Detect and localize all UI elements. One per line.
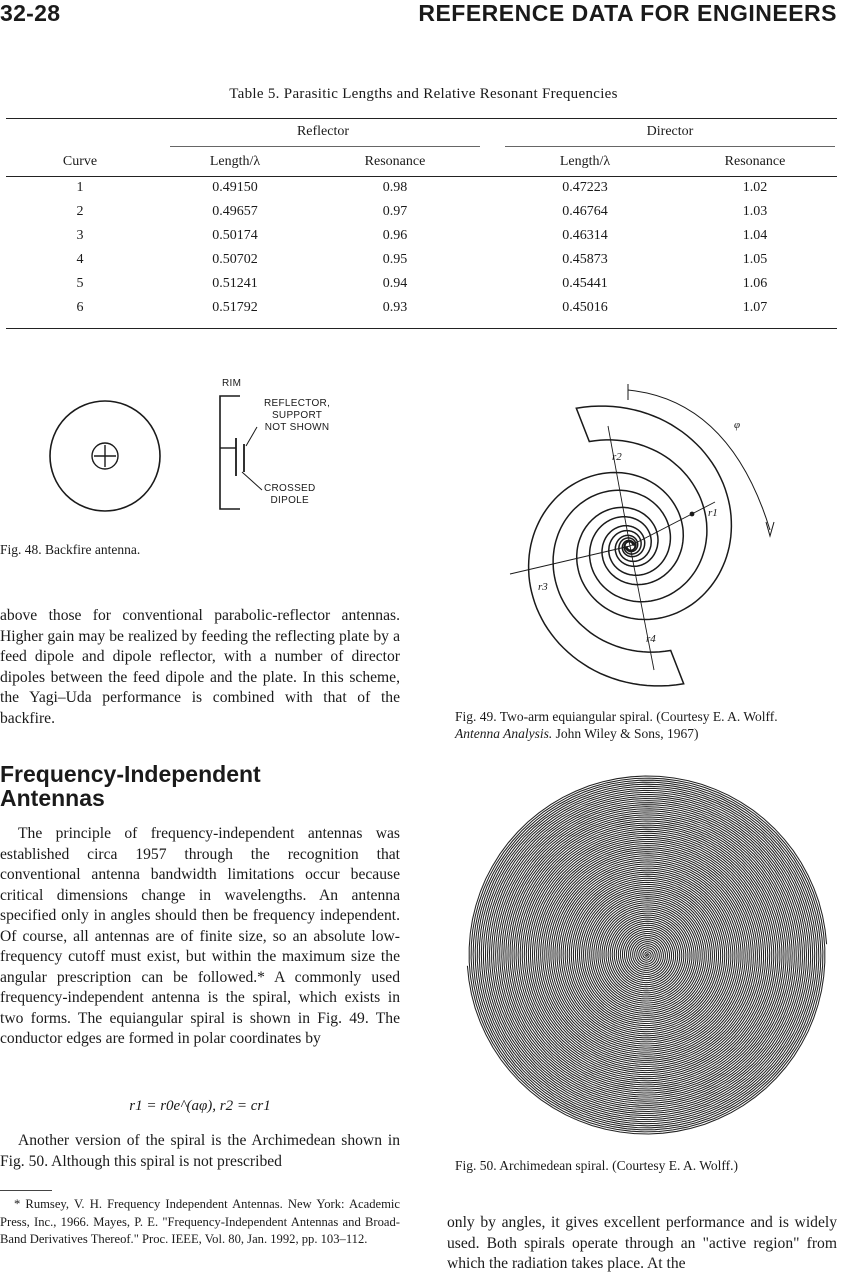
cell-reflector-length: 0.51241 (212, 276, 258, 291)
equiangular-spiral-diagram (470, 370, 790, 710)
angle-arc (628, 390, 770, 530)
fig48-label-reflector: REFLECTOR, SUPPORT NOT SHOWN (264, 398, 331, 433)
col-header-curve: Curve (62, 154, 98, 169)
cell-reflector-length: 0.49150 (212, 180, 258, 195)
fig49-label-r4: r4 (646, 633, 656, 645)
reflector-group-rule (170, 146, 480, 147)
cell-curve: 3 (76, 228, 84, 243)
cell-director-resonance: 1.02 (742, 180, 768, 195)
col-header-director-resonance: Resonance (724, 154, 786, 169)
cell-director-length: 0.45441 (562, 276, 608, 291)
fig49-label-r2: r2 (612, 451, 622, 463)
table-title (0, 86, 847, 103)
archimedean-spiral-diagram (462, 770, 832, 1140)
table-header-rule (6, 176, 837, 177)
fig48-caption: Fig. 48. Backfire antenna. (0, 542, 141, 557)
section-heading: Frequency-Independent Antennas (0, 761, 261, 811)
col-header-reflector-resonance: Resonance (364, 154, 426, 169)
fig49-label-r3: r3 (538, 581, 548, 593)
cell-reflector-resonance: 0.94 (382, 276, 408, 291)
cell-director-resonance: 1.03 (742, 204, 768, 219)
col-header-director-length: Length/λ (559, 154, 611, 169)
cell-director-length: 0.46764 (562, 204, 608, 219)
cell-director-length: 0.45873 (562, 252, 608, 267)
cell-reflector-length: 0.51792 (212, 300, 258, 315)
group-header-reflector: Reflector (296, 124, 350, 139)
cell-director-resonance: 1.05 (742, 252, 768, 267)
cell-reflector-length: 0.49657 (212, 204, 258, 219)
footnote-rule (0, 1190, 52, 1191)
col-header-reflector-length: Length/λ (209, 154, 261, 169)
cell-curve: 1 (76, 180, 84, 195)
body-paragraph: only by angles, it gives excellent performance and is widely used. Both spirals operate through an "active region" from which the radiation takes place. At the (447, 1214, 837, 1272)
cell-reflector-length: 0.50702 (212, 252, 258, 267)
cell-reflector-resonance: 0.95 (382, 252, 408, 267)
spiral-arm-1 (529, 473, 684, 686)
radius-line-3 (510, 546, 630, 574)
cell-curve: 4 (76, 252, 84, 267)
running-title: REFERENCE DATA FOR ENGINEERS (418, 0, 837, 26)
cell-reflector-length: 0.50174 (212, 228, 258, 243)
table-bottom-rule (6, 328, 837, 329)
fig48-label-crossed-dipole: CROSSED DIPOLE (264, 483, 316, 506)
fig49-caption: Fig. 49. Two-arm equiangular spiral. (Courtesy E. A. Wolff. Antenna Analysis. John Wiley & Sons, 1967) (455, 709, 778, 741)
body-paragraph: above those for conventional parabolic-reflector antennas. Higher gain may be realized by feeding the reflecting plate by a feed dipole and dipole reflector, with a number of director dipoles between the feed dipole and the plate. In this scheme, the Yagi–Uda performance is combined with that of the backfire. (0, 607, 400, 727)
cell-reflector-resonance: 0.93 (382, 300, 408, 315)
cell-director-resonance: 1.04 (742, 228, 768, 243)
radius-marker-dot (690, 512, 695, 517)
rim-reflector-side-view (220, 396, 240, 509)
fig50-caption: Fig. 50. Archimedean spiral. (Courtesy E. A. Wolff.) (455, 1158, 738, 1173)
backfire-antenna-diagram (50, 372, 370, 532)
cell-director-length: 0.47223 (562, 180, 608, 195)
table-title-prefix: Table 5. (229, 86, 280, 102)
spiral-equation: r1 = r0e^(aφ), r2 = cr1 (129, 1098, 271, 1114)
table-top-rule (6, 118, 837, 119)
body-paragraph: Another version of the spiral is the Archimedean shown in Fig. 50. Although this spiral is not prescribed (0, 1132, 400, 1170)
group-header-director: Director (646, 124, 694, 139)
cell-director-length: 0.46314 (562, 228, 608, 243)
cell-reflector-resonance: 0.98 (382, 180, 408, 195)
cell-curve: 5 (76, 276, 84, 291)
cell-reflector-resonance: 0.97 (382, 204, 408, 219)
footnote: * Rumsey, V. H. Frequency Independent Antennas. New York: Academic Press, Inc., 1966. Mayes, P. E. "Frequency-Independent Antennas and Broad-Band Derivatives Thereof." Proc. IEEE, Vol. 80, Jan. 1992, pp. 103–112. (0, 1197, 400, 1246)
fig49-label-phi: φ (734, 419, 741, 431)
cell-curve: 2 (76, 204, 84, 219)
fig49-label-r1: r1 (708, 507, 718, 519)
cell-curve: 6 (76, 300, 84, 315)
page-number: 32-28 (0, 0, 61, 26)
fig48-label-rim: RIM (222, 378, 242, 389)
table-title-text: Parasitic Lengths and Relative Resonant Frequencies (283, 86, 618, 102)
body-paragraph: The principle of frequency-independent antennas was established circa 1957 through the recognition that conventional antenna bandwidth limitations occur because critical dimensions change in wavelengths. An antenna specified only in angles should then be frequency independent. Of course, all antennas are of finite size, so an absolute low-frequency cutoff must exist, but within the maximum size the angular prescription can be followed.* A commonly used frequency-independent antenna is the spiral, which exists in two forms. The equiangular spiral is shown in Fig. 49. The conductor edges are formed in polar coordinates by (0, 825, 400, 1047)
cell-reflector-resonance: 0.96 (382, 228, 408, 243)
director-group-rule (505, 146, 835, 147)
cell-director-resonance: 1.07 (742, 300, 768, 315)
radius-line-1 (608, 426, 630, 546)
cell-director-length: 0.45016 (562, 300, 608, 315)
cell-director-resonance: 1.06 (742, 276, 768, 291)
